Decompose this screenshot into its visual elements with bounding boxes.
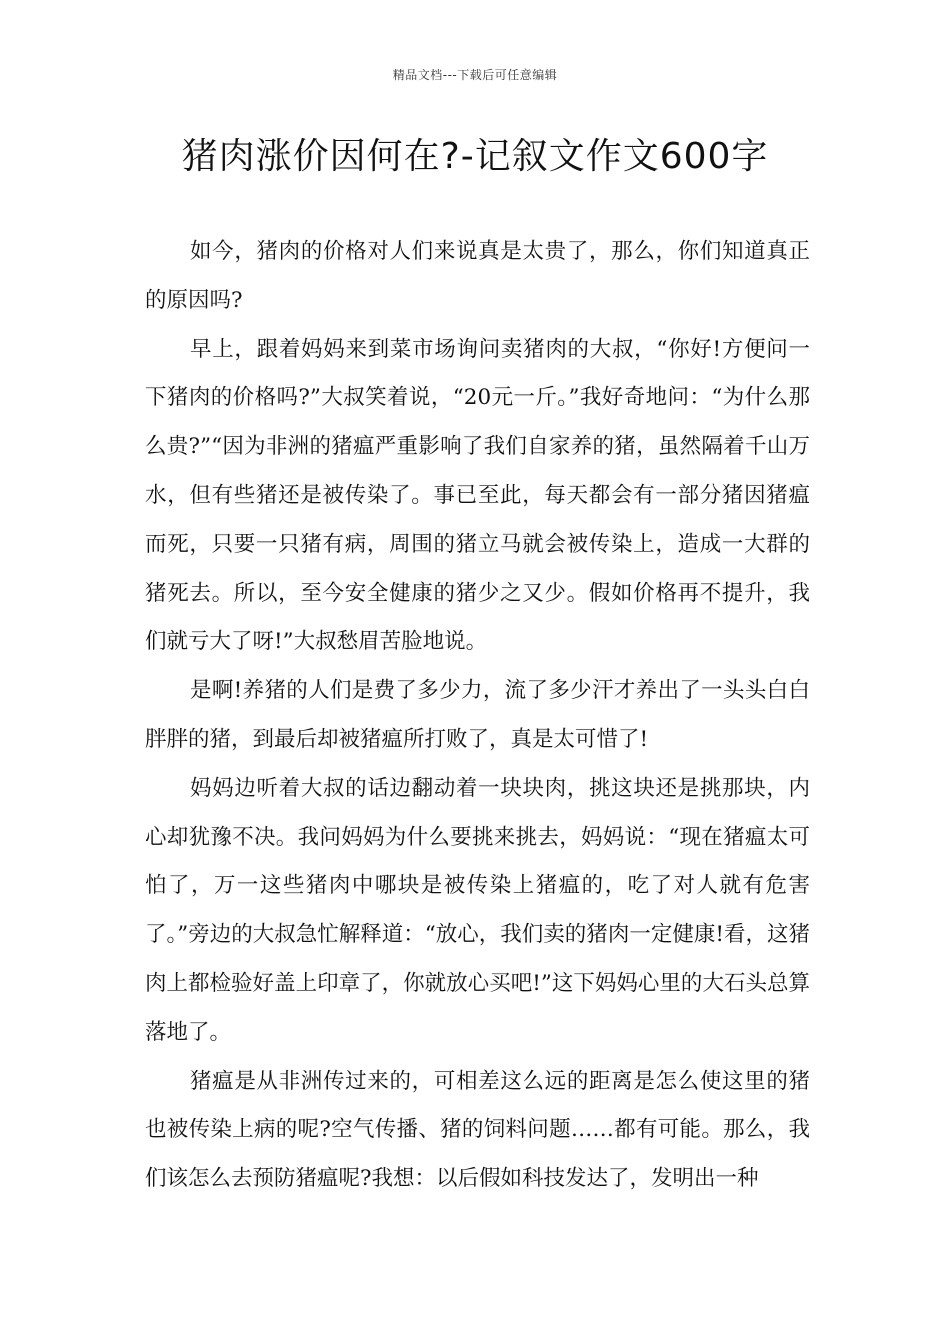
paragraph-5: 猪瘟是从非洲传过来的，可相差这么远的距离是怎么使这里的猪也被传染上病的呢?空气传播、猪的饲料问题……都有可能。那么，我们该怎么去预防猪瘟呢?我想：以后假如科技发达了，发明出一种 [145,1068,810,1192]
paragraph-4: 妈妈边听着大叔的话边翻动着一块块肉，挑这块还是挑那块，内心却犹豫不决。我问妈妈为什么要挑来挑去，妈妈说：“现在猪瘟太可怕了，万一这些猪肉中哪块是被传染上猪瘟的，吃了对人就有危害了。”旁边的大叔急忙解释道：“放心，我们卖的猪肉一定健康!看，这猪肉上都检验好盖上印章了，你就放心买吧!”这下妈妈心里的大石头总算落地了。 [145,775,810,1045]
paragraph-2: 早上，跟着妈妈来到菜市场询问卖猪肉的大叔，“你好!方便问一下猪肉的价格吗?”大叔笑着说，“20元一斤。”我好奇地问：“为什么那么贵?”“因为非洲的猪瘟严重影响了我们自家养的猪，虽然隔着千山万水，但有些猪还是被传染了。事已至此，每天都会有一部分猪因猪瘟而死，只要一只猪有病，周围的猪立马就会被传染上，造成一大群的猪死去。所以，至今安全健康的猪少之又少。假如价格再不提升，我们就亏大了呀!”大叔愁眉苦脸地说。 [145,336,810,655]
header-note: 精品文档---下载后可任意编辑 [392,68,558,82]
document-body [145,228,810,1204]
paragraph-1: 如今，猪肉的价格对人们来说真是太贵了，那么，你们知道真正的原因吗? [145,239,810,313]
paragraph-3: 是啊!养猪的人们是费了多少力，流了多少汗才养出了一头头白白胖胖的猪，到最后却被猪瘟所打败了，真是太可惜了! [145,678,810,752]
document-title: 猪肉涨价因何在?-记叙文作文600字 [181,136,769,177]
